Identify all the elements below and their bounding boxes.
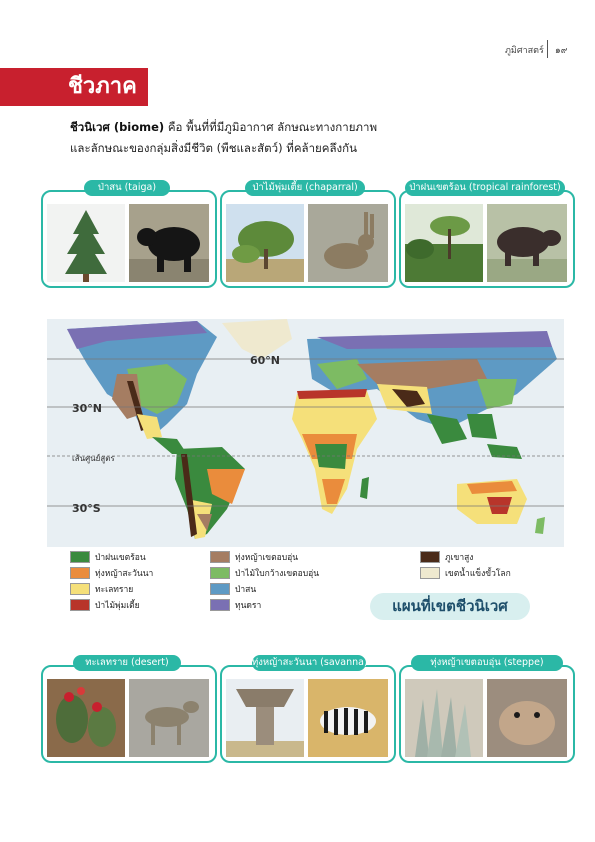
- legend-swatch-polar-ice: [420, 567, 440, 579]
- legend-swatch-temperate-forest: [210, 567, 230, 579]
- lat-label-30n: 30°N: [72, 402, 103, 415]
- biome-label-tropical-rainforest: ป่าฝนเขตร้อน (tropical rainforest): [405, 180, 565, 196]
- legend-swatch-temperate-grassland: [210, 551, 230, 563]
- page-number: ๑๙: [555, 46, 568, 56]
- photo-rainforest: [405, 204, 483, 282]
- legend-item: ป่าไม้พุ่มเตี้ย: [70, 598, 140, 610]
- legend-item: ป่าฝนเขตร้อน: [70, 550, 146, 562]
- lat-label-equator: เส้นศูนย์สูตร: [72, 454, 115, 463]
- legend-item: ทะเลทราย: [70, 582, 133, 594]
- legend-item: ป่าไม้ใบกว้างเขตอบอุ่น: [210, 566, 319, 578]
- legend-swatch-savanna: [70, 567, 90, 579]
- photo-cactus: [47, 679, 125, 757]
- photo-coyote: [129, 679, 209, 757]
- page-title: ชีวภาค: [68, 74, 137, 99]
- photo-baobab: [226, 679, 304, 757]
- photo-jackrabbit: [308, 204, 388, 282]
- lat-label-30s: 30°S: [72, 502, 101, 515]
- lat-label-60n: 60°N: [250, 354, 281, 367]
- legend-item: ทุ่งหญ้าสะวันนา: [70, 566, 153, 578]
- photo-steppe-grass: [405, 679, 483, 757]
- biome-label-taiga: ป่าสน (taiga): [84, 180, 170, 196]
- intro-line-1-rest: คือ พื้นที่ที่มีภูมิอากาศ ลักษณะทางกายภาพ: [164, 120, 378, 134]
- legend-swatch-taiga: [210, 583, 230, 595]
- legend-swatch-mountain: [420, 551, 440, 563]
- biome-world-map: [47, 319, 564, 547]
- biome-card-chaparral: [220, 190, 396, 288]
- intro-line-1: [70, 119, 377, 137]
- legend-item: ภูเขาสูง: [420, 550, 473, 562]
- biome-card-tropical-rainforest: [399, 190, 575, 288]
- biome-label-savanna: ทุ่งหญ้าสะวันนา (savanna): [252, 655, 366, 671]
- photo-shrubland: [226, 204, 304, 282]
- legend-swatch-chaparral: [70, 599, 90, 611]
- legend-swatch-tundra: [210, 599, 230, 611]
- legend-swatch-rainforest: [70, 551, 90, 563]
- legend-item: ทุนดรา: [210, 598, 261, 610]
- photo-tapir: [487, 204, 567, 282]
- intro-term: ชีวนิเวศ (biome): [70, 120, 165, 134]
- photo-black-bear: [129, 204, 209, 282]
- biome-card-desert: [41, 665, 217, 763]
- legend-item: ทุ่งหญ้าเขตอบอุ่น: [210, 550, 298, 562]
- biome-label-steppe: ทุ่งหญ้าเขตอบอุ่น (steppe): [411, 655, 563, 671]
- legend-swatch-desert: [70, 583, 90, 595]
- photo-conifer-tree: [47, 204, 125, 282]
- intro-line-2: และลักษณะของกลุ่มสิ่งมีชีวิต (พืชและสัตว์) ที่คล้ายคลึงกัน: [70, 141, 357, 155]
- header-divider: [547, 40, 548, 58]
- photo-gopher: [487, 679, 567, 757]
- biome-label-desert: ทะเลทราย (desert): [73, 655, 181, 671]
- map-title: แผนที่เขตชีวนิเวศ: [392, 597, 508, 615]
- biome-card-steppe: [399, 665, 575, 763]
- legend-item: เขตน้ำแข็งขั้วโลก: [420, 566, 511, 578]
- header-subject: ภูมิศาสตร์: [505, 46, 544, 56]
- photo-zebras: [308, 679, 388, 757]
- biome-card-savanna: [220, 665, 396, 763]
- biome-label-chaparral: ป่าไม้พุ่มเตี้ย (chaparral): [245, 180, 365, 196]
- biome-card-taiga: [41, 190, 217, 288]
- legend-item: ป่าสน: [210, 582, 256, 594]
